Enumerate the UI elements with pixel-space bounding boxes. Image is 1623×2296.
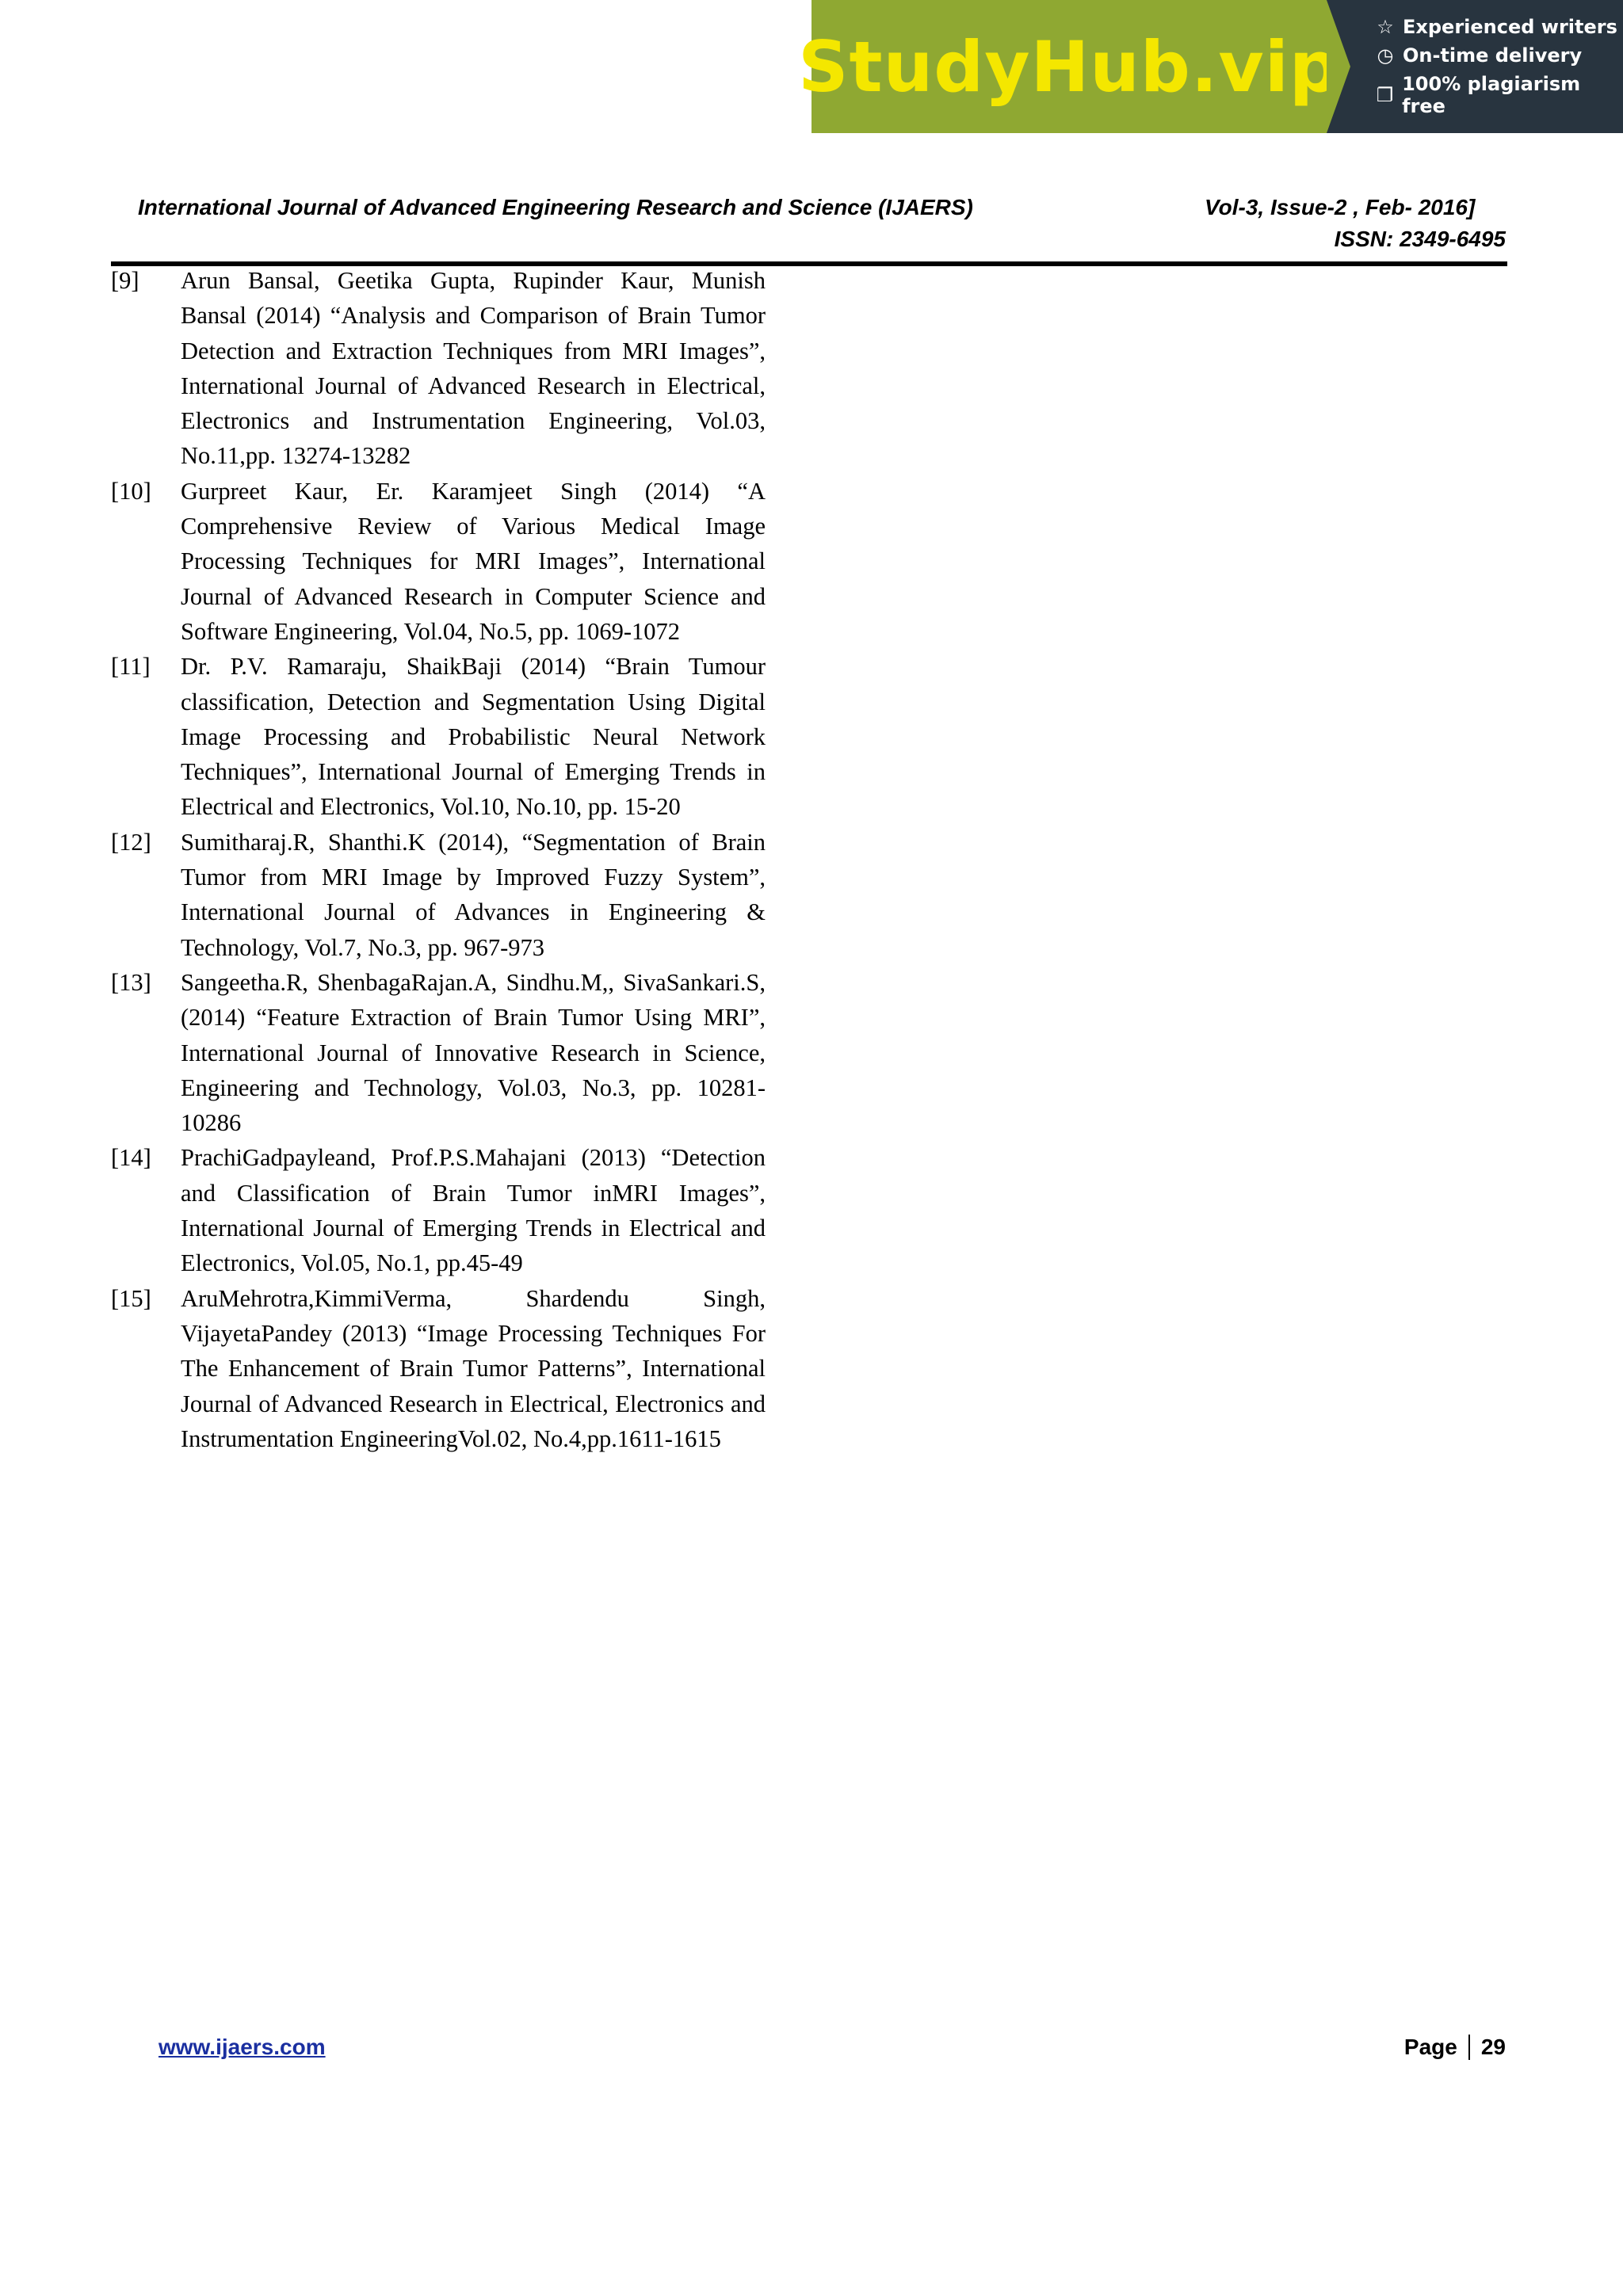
feature-label: On-time delivery <box>1403 44 1583 67</box>
star-icon: ☆ <box>1377 16 1394 38</box>
reference-item <box>111 263 766 474</box>
reference-number: [9] <box>111 267 139 294</box>
document-check-icon: ❐ <box>1376 84 1394 106</box>
reference-item <box>111 474 766 649</box>
reference-item <box>111 649 766 824</box>
studyhub-logo[interactable] <box>798 0 1340 133</box>
feature-label: 100% plagiarism free <box>1402 73 1581 117</box>
reference-list <box>111 263 766 1456</box>
reference-text: AruMehrotra,KimmiVerma, Shardendu Singh, VijayetaPandey (2013) “Image Processing Techniques For The Enhancement of Brain Tumor Patterns”, International Journal of Advanced Research in Electrical, Electronics and Instrumentation EngineeringVol.02, No.4,pp.1611-1615 <box>181 1284 766 1452</box>
journal-name: International Journal of Advanced Engineering Research and Science (IJAERS) <box>138 195 973 219</box>
reference-number: [10] <box>111 477 151 505</box>
reference-text: Sangeetha.R, ShenbagaRajan.A, Sindhu.M,, SivaSankari.S, (2014) “Feature Extraction of Brain Tumor Using MRI”, International Journal of Innovative Research in Science, Engineering and Technology, Vol.03, No.3, pp. 10281-10286 <box>181 968 766 1137</box>
issn: ISSN: 2349-6495 <box>1334 227 1506 251</box>
ad-banner[interactable] <box>798 0 1623 133</box>
reference-number: [13] <box>111 968 151 996</box>
page-number: 29 <box>1480 2035 1506 2059</box>
reference-number: [12] <box>111 828 151 856</box>
reference-text: Arun Bansal, Geetika Gupta, Rupinder Kaur, Munish Bansal (2014) “Analysis and Comparison of Brain Tumor Detection and Extraction Techniques from MRI Images”, International Journal of Advanced Research in Electrical, Electronics and Instrumentation Engineering, Vol.03, No.11,pp. 13274-13282 <box>181 267 766 470</box>
reference-number: [15] <box>111 1284 151 1312</box>
reference-number: [14] <box>111 1144 151 1172</box>
website-link[interactable]: www.ijaers.com <box>158 2035 326 2059</box>
reference-number: [11] <box>111 653 151 681</box>
reference-text: Dr. P.V. Ramaraju, ShaikBaji (2014) “Brain Tumour classification, Detection and Segmentation Using Digital Image Processing and Probabilistic Neural Network Techniques”, International Journal of Emerging Trends in Electrical and Electronics, Vol.10, No.10, pp. 15-20 <box>181 653 766 821</box>
reference-item <box>111 965 766 1140</box>
page-separator <box>1468 2035 1470 2060</box>
reference-text: Sumitharaj.R, Shanthi.K (2014), “Segmentation of Brain Tumor from MRI Image by Improved Fuzzy System”, International Journal of Advances in Engineering & Technology, Vol.7, No.3, pp. 967-973 <box>181 828 766 961</box>
reference-item <box>111 1140 766 1280</box>
feature-item <box>1374 16 1623 38</box>
feature-item <box>1374 73 1623 117</box>
feature-label: Experienced writers <box>1403 16 1617 38</box>
page-number-block <box>1404 2035 1506 2060</box>
volume-issue: Vol-3, Issue-2 , Feb- 2016] <box>1205 195 1476 219</box>
reference-item <box>111 1281 766 1456</box>
reference-text: PrachiGadpayleand, Prof.P.S.Mahajani (2013) “Detection and Classification of Brain Tumor inMRI Images”, International Journal of Emerging Trends in Electrical and Electronics, Vol.05, No.1, pp.45-49 <box>181 1144 766 1277</box>
banner-feature-list <box>1327 0 1623 133</box>
feature-item <box>1374 44 1623 67</box>
reference-item <box>111 825 766 965</box>
clock-icon: ◷ <box>1377 44 1394 67</box>
page-label: Page <box>1403 2035 1457 2059</box>
logo-text: StudyHub.vip <box>798 25 1340 108</box>
reference-text: Gurpreet Kaur, Er. Karamjeet Singh (2014) “A Comprehensive Review of Various Medical Image Processing Techniques for MRI Images”, International Journal of Advanced Research in Computer Science and Software Engineering, Vol.04, No.5, pp. 1069-1072 <box>181 477 766 645</box>
